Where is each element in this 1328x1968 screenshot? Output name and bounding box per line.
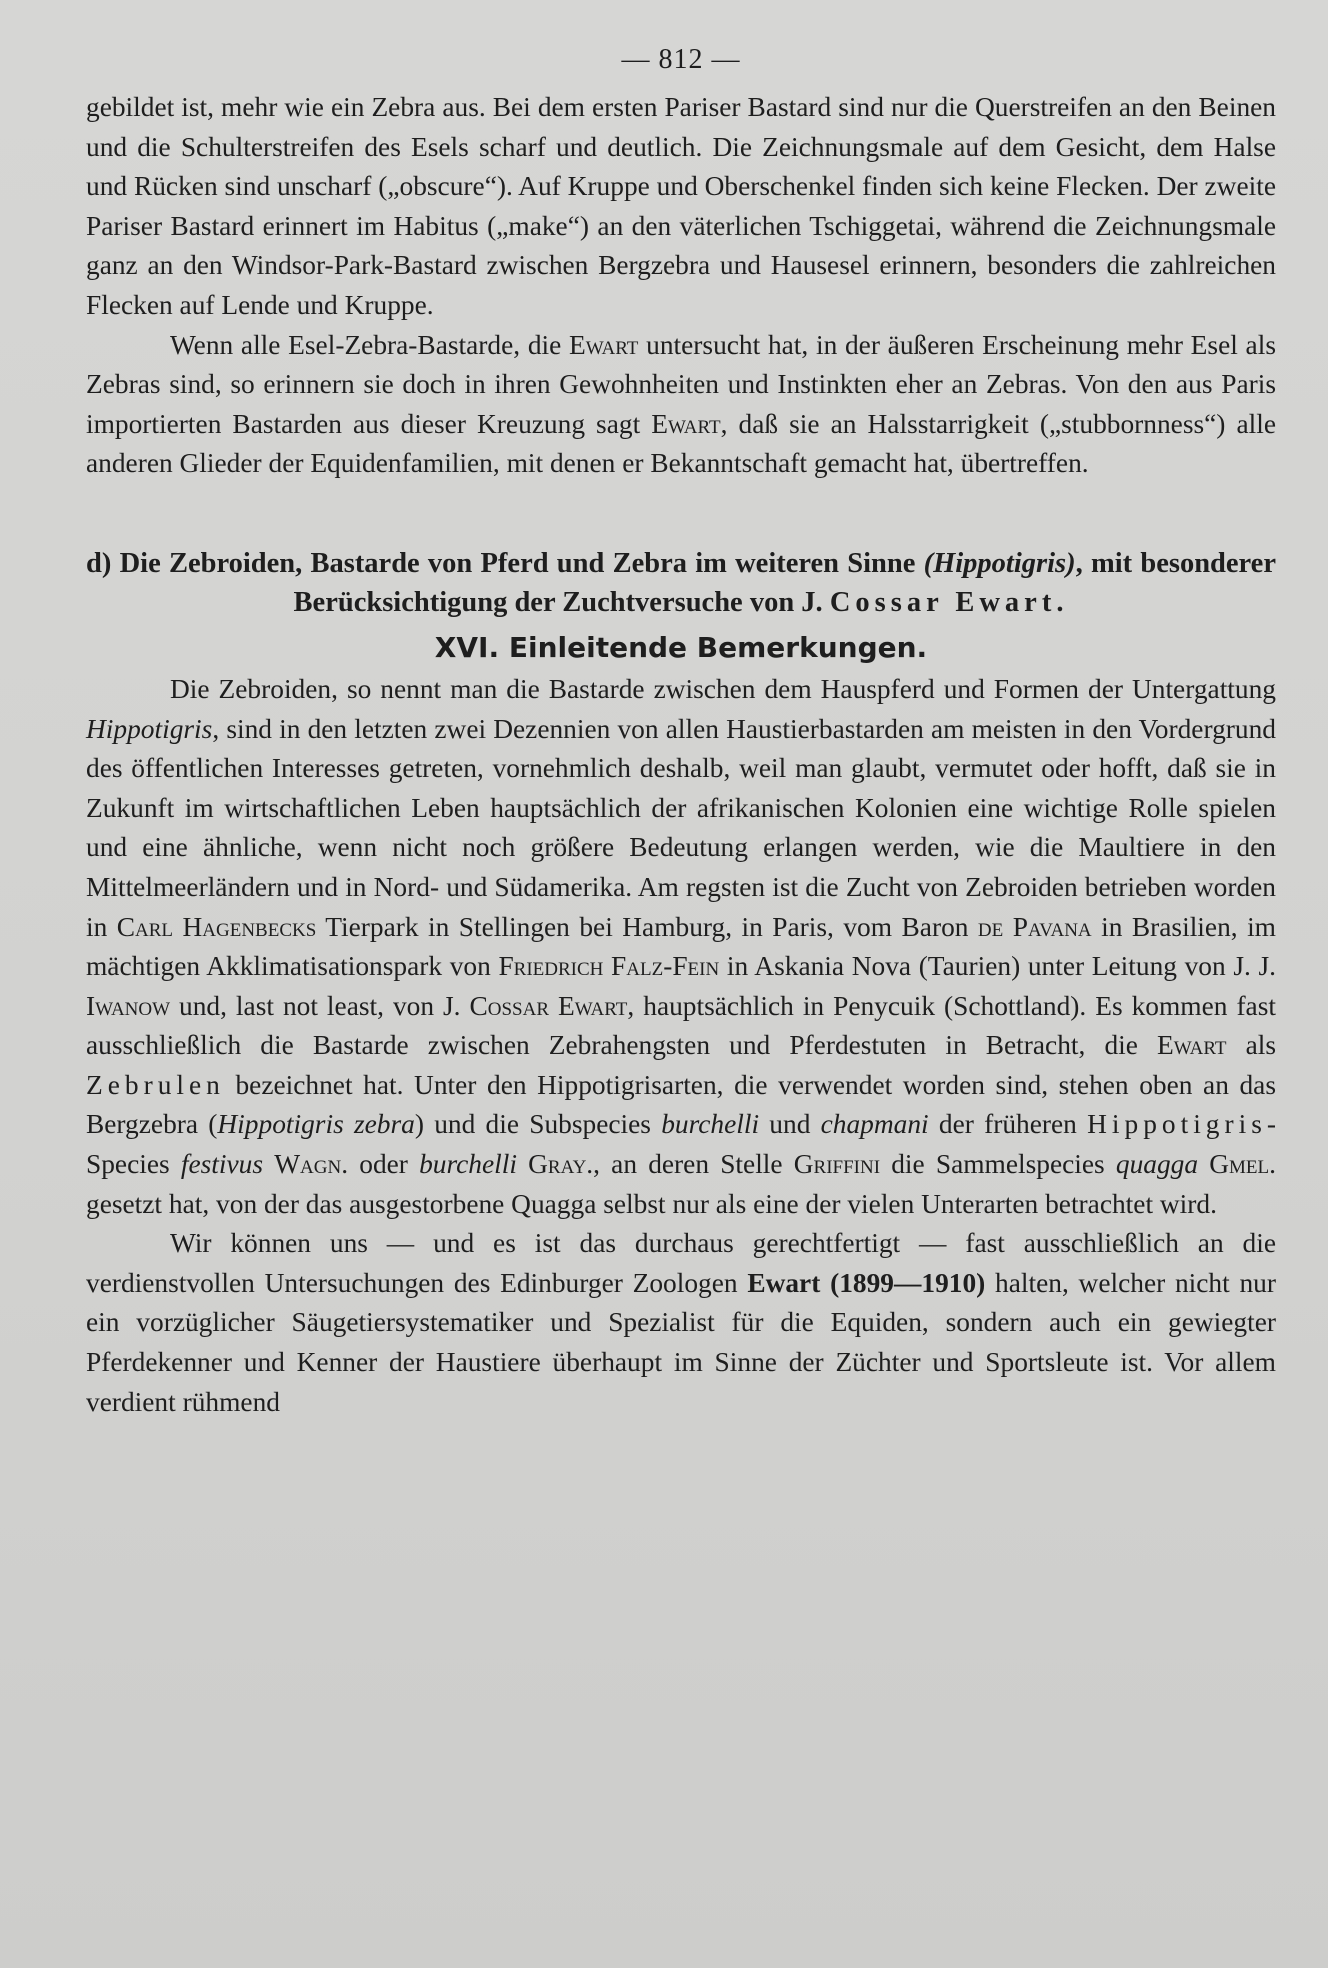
paragraph-continuation: gebildet ist, mehr wie ein Zebra aus. Bei dem ersten Pariser Bastard sind nur die Querstreifen an den Beinen und die Schulterstreifen des Esels scharf und deutlich. Die Zeichnungsmale auf dem Gesicht, dem Halse und Rücken sind unscharf („obscure“). Auf Kruppe und Oberschenkel finden sich keine Flecken. Der zweite Pariser Bastard erinnert im Habitus („make“) an den väterlichen Tschiggetai, während die Zeichnungsmale ganz an den Windsor-Park-Bastard zwischen Bergzebra und Hausesel erinnern, besonders die zahlreichen Flecken auf Lende und Kruppe.	[86, 92, 1276, 320]
spaced-term: Hippotigris	[1087, 1109, 1267, 1140]
text-run: ) und die Subspecies	[414, 1109, 662, 1140]
text-run: , sind in den letzten zwei Dezennien von allen Haustierbastarden am meisten in den Vordergrund des öffentlichen Interesses getreten, vornehmlich deshalb, weil man glaubt, vermutet oder hofft, daß sie in Zukunft im wirtschaftlichen Leben hauptsächlich der afrikanischen Kolonien eine wichtige Rolle spielen und eine ähnliche, wenn nicht noch größere Bedeutung erlangen werden, wie die Maultiere in den Mittelmeerländern und in Nord- und Südamerika. Am regsten ist die Zucht von Zebroiden betrieben worden in	[86, 713, 1276, 942]
person-name: Cossar Ewart	[469, 990, 628, 1021]
text-run: , an deren Stelle	[593, 1149, 794, 1180]
text-run	[1198, 1149, 1209, 1179]
italic-term: (Hippotigris)	[923, 547, 1076, 579]
text-run: in Askania Nova (Taurien) unter Leitung von J. J.	[719, 951, 1276, 982]
text-run: Die Zebroiden, so nennt man die Bastarde zwischen dem Hauspferd und Formen der Untergattung	[170, 673, 1276, 704]
text-run: gesetzt hat, von der das ausgestorbene Quagga selbst nur als eine der vielen Unterarten betrachtet wird.	[86, 1188, 1217, 1219]
text-run: , mit besonderer Berücksichtigung der Zuchtversuche von J.	[293, 547, 1276, 618]
text-run: Wenn alle Esel-Zebra-Bastarde, die	[170, 329, 569, 360]
person-name: Wagn.	[274, 1149, 349, 1180]
spaced-term: Zebrulen	[86, 1069, 225, 1100]
text-run: - Species	[86, 1109, 1277, 1180]
subsection-title	[86, 544, 1276, 622]
author-name: Ewart	[651, 408, 721, 439]
italic-term: Hippotigris	[86, 713, 213, 744]
paragraph-ewart	[86, 1224, 1276, 1422]
text-run: als	[1226, 1030, 1277, 1061]
section-heading: XVI. Einleitende Bemerkungen.	[434, 630, 928, 664]
text-run	[517, 1149, 528, 1179]
bold-citation: Ewart (1899—1910)	[747, 1267, 986, 1298]
italic-term: burchelli	[419, 1149, 517, 1180]
text-run: oder	[348, 1149, 420, 1180]
page-number: — 812 —	[621, 44, 741, 75]
italic-term: burchelli	[661, 1109, 760, 1140]
author-name: Ewart	[569, 329, 639, 360]
author-name-spaced: Cossar Ewart.	[829, 586, 1069, 618]
italic-term: Hippotigris zebra	[217, 1109, 415, 1140]
text-run: die Sammelspecies	[880, 1149, 1116, 1180]
person-name: Ewart	[1157, 1030, 1227, 1061]
person-name: Griffini	[793, 1149, 881, 1180]
text-run: halten, welcher nicht nur ein vorzüglicher Säugetiersystematiker und Spezialist für die Equiden, sondern auch ein gewiegter Pferdekenner und Kenner der Haustiere überhaupt im Sinne der Züchter und Sportsleute ist. Vor allem verdient rühmend	[86, 1267, 1276, 1417]
person-name: Friedrich Falz-Fein	[498, 951, 720, 982]
text-run: bezeichnet hat. Unter den Hippotigrisarten, die verwendet worden sind, stehen oben an das Bergzebra (	[86, 1069, 1276, 1140]
text-run	[263, 1149, 274, 1179]
text-run: , hauptsächlich in Penycuik (Schottland). Es kommen fast ausschließlich die Bastarde zwischen Zebrahengsten und Pferdestuten in Betracht, die	[86, 990, 1276, 1061]
person-name: Gray.	[528, 1149, 594, 1180]
paragraph-esel-zebra	[86, 326, 1276, 484]
italic-term: chapmani	[820, 1109, 929, 1140]
person-name: Carl Hagenbecks	[116, 911, 317, 942]
italic-term: festivus	[180, 1149, 264, 1180]
italic-term: quagga	[1115, 1149, 1199, 1180]
text-run: d) Die Zebroiden, Bastarde von Pferd und Zebra im weiteren Sinne	[86, 547, 924, 579]
person-name: Gmel.	[1209, 1149, 1276, 1180]
text-run: der früheren	[928, 1109, 1088, 1140]
text-run: Wir können uns — und es ist das durchaus gerechtfertigt — fast ausschließlich an die verdienstvollen Untersuchungen des Edinburger Zoologen	[86, 1228, 1276, 1298]
text-run: und	[759, 1109, 821, 1140]
text-run: und, last not least, von J.	[170, 990, 470, 1021]
person-name: de Pavana	[977, 911, 1092, 942]
text-run: Tierpark in Stellingen bei Hamburg, in Paris, vom Baron	[316, 911, 978, 942]
text-run: untersucht hat, in der äußeren Erscheinung mehr Esel als Zebras sind, so erinnern sie doch in ihren Gewohnheiten und Instinkten eher an Zebras. Von den aus Paris importierten Bastarden aus dieser Kreuzung sagt	[86, 329, 1276, 439]
person-name: Iwanow	[86, 990, 171, 1021]
paragraph-zebroiden	[86, 670, 1276, 1224]
text-run: , daß sie an Halsstarrigkeit („stubbornness“) alle anderen Glieder der Equidenfamilien, mit denen er Bekanntschaft gemacht hat, übertreffen.	[86, 408, 1276, 479]
text-run: in Brasilien, im mächtigen Akklimatisationspark von	[86, 911, 1276, 982]
